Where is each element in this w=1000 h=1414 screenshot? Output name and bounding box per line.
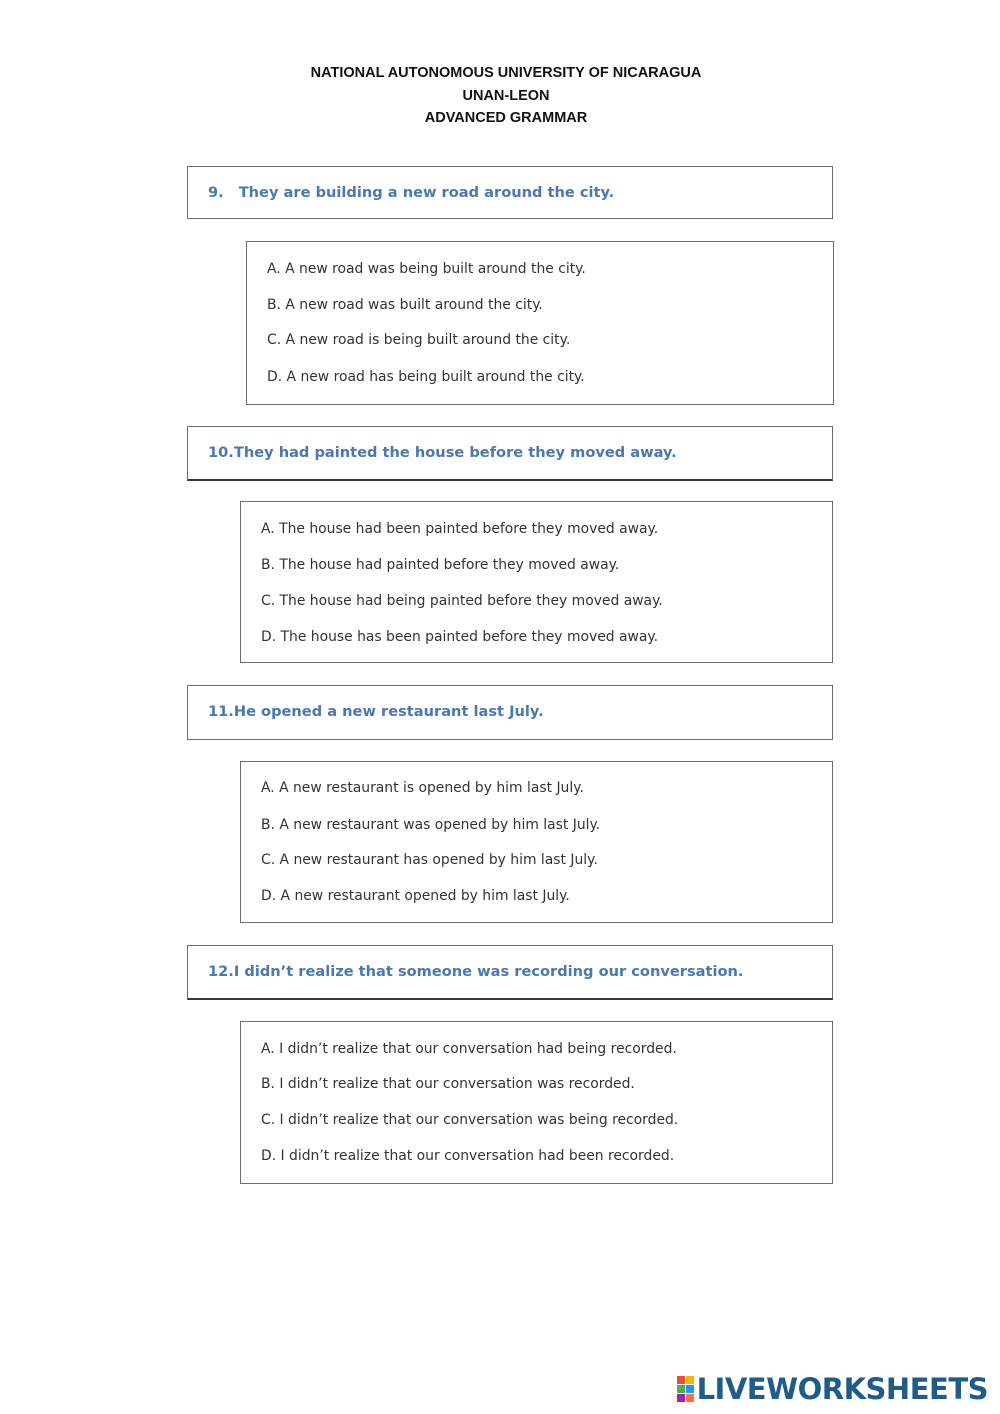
- question-prompt: [208, 444, 677, 461]
- answer-option[interactable]: B. A new road was built around the city.: [267, 297, 543, 313]
- question-box-12: [187, 945, 833, 1000]
- question-box-9: [187, 166, 833, 219]
- answer-option[interactable]: B. The house had painted before they moved away.: [261, 557, 620, 573]
- answer-option[interactable]: A. The house had been painted before they moved away.: [261, 521, 659, 537]
- university-name: NATIONAL AUTONOMOUS UNIVERSITY OF NICARAGUA: [310, 65, 702, 81]
- answer-option[interactable]: C. A new restaurant has opened by him last July.: [261, 852, 598, 868]
- question-box-10: [187, 426, 833, 481]
- document-header: [0, 62, 1000, 130]
- options-box-9: [246, 241, 834, 405]
- liveworksheets-logo: [677, 1372, 988, 1406]
- answer-option[interactable]: A. I didn’t realize that our conversation had being recorded.: [261, 1041, 677, 1057]
- options-box-10: [240, 501, 833, 663]
- answer-option[interactable]: C. The house had being painted before they moved away.: [261, 593, 663, 609]
- answer-option[interactable]: C. A new road is being built around the city.: [267, 332, 571, 348]
- answer-option[interactable]: A. A new road was being built around the city.: [267, 261, 586, 277]
- answer-option[interactable]: C. I didn’t realize that our conversation was being recorded.: [261, 1112, 679, 1128]
- logo-blocks-icon: [677, 1376, 694, 1402]
- campus-name: UNAN-LEON: [462, 87, 550, 104]
- answer-option[interactable]: B. A new restaurant was opened by him last July.: [261, 817, 601, 833]
- question-box-11: [187, 685, 833, 740]
- answer-option[interactable]: D. A new road has being built around the city.: [267, 369, 585, 385]
- question-number: 11.: [208, 703, 234, 720]
- answer-option[interactable]: D. A new restaurant opened by him last July.: [261, 888, 570, 904]
- options-box-11: [240, 761, 833, 923]
- options-box-12: [240, 1021, 833, 1184]
- question-number: 12.: [208, 963, 234, 980]
- question-text: I didn’t realize that someone was recording our conversation.: [233, 963, 744, 980]
- answer-option[interactable]: B. I didn’t realize that our conversation was recorded.: [261, 1076, 635, 1092]
- question-prompt: [208, 703, 544, 720]
- answer-option[interactable]: A. A new restaurant is opened by him last July.: [261, 780, 584, 796]
- answer-option[interactable]: D. I didn’t realize that our conversation had been recorded.: [261, 1148, 675, 1164]
- question-prompt: [208, 963, 743, 980]
- question-text: They are building a new road around the city.: [238, 184, 615, 201]
- question-text: They had painted the house before they moved away.: [233, 444, 677, 461]
- question-number: 10.: [208, 444, 234, 461]
- question-text: He opened a new restaurant last July.: [233, 703, 544, 720]
- question-number: 9.: [208, 184, 224, 201]
- question-prompt: [208, 184, 614, 201]
- answer-option[interactable]: D. The house has been painted before they moved away.: [261, 629, 659, 645]
- brand-name: LIVEWORKSHEETS: [696, 1372, 988, 1406]
- course-name: ADVANCED GRAMMAR: [424, 110, 588, 126]
